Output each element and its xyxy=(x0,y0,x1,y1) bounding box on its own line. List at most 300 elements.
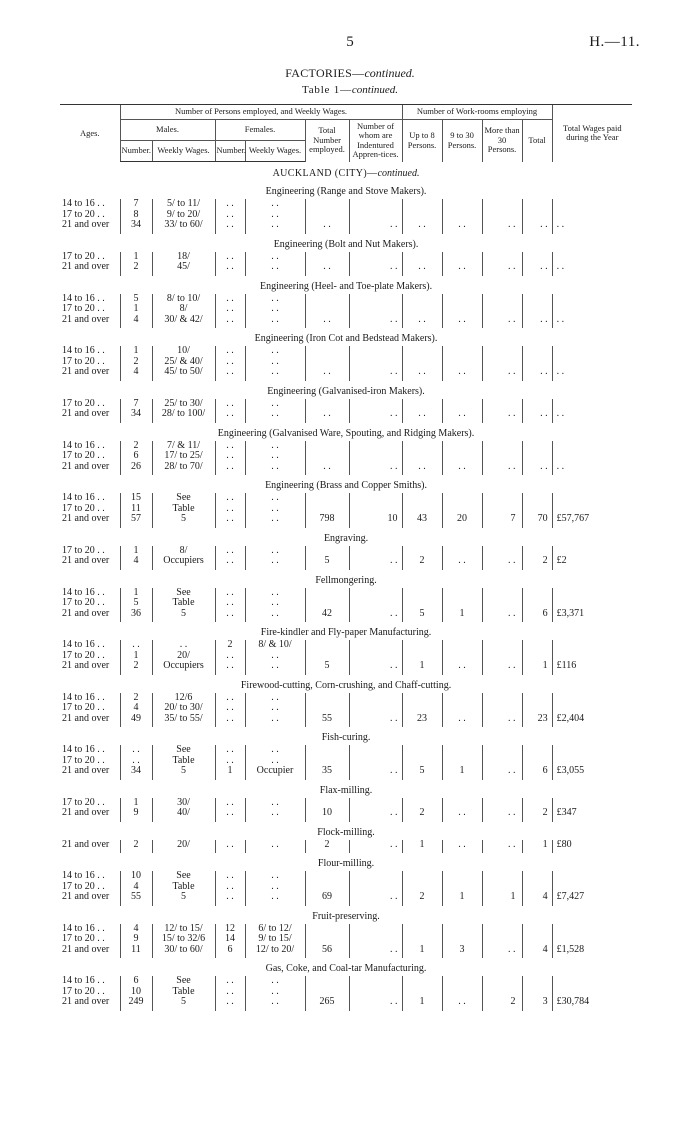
workrooms-total: 23 xyxy=(522,714,552,728)
males-wages: 35/ to 55/ xyxy=(152,714,215,728)
males-number: 1 xyxy=(120,304,152,315)
workrooms-up-to-8: . . xyxy=(402,220,442,234)
row-age: 14 to 16 . . xyxy=(60,640,120,651)
males-number: 249 xyxy=(120,997,152,1011)
females-number: . . xyxy=(215,546,245,557)
workrooms-more-than-30 xyxy=(482,399,522,410)
females-number: . . xyxy=(215,661,245,675)
males-wages: Occupiers xyxy=(152,556,215,570)
males-number: 2 xyxy=(120,661,152,675)
section-heading-row xyxy=(60,906,632,924)
females-wages: . . xyxy=(245,661,305,675)
workrooms-9-to-30 xyxy=(442,199,482,210)
workrooms-up-to-8: 1 xyxy=(402,997,442,1011)
total-wages xyxy=(552,294,632,305)
males-wages: See xyxy=(152,493,215,504)
header-males: Males. xyxy=(120,119,215,140)
workrooms-more-than-30: 7 xyxy=(482,514,522,528)
workrooms-more-than-30 xyxy=(482,934,522,945)
males-number: 1 xyxy=(120,346,152,357)
males-number: 36 xyxy=(120,609,152,623)
section-heading-row xyxy=(60,958,632,976)
total-wages xyxy=(552,924,632,935)
total-wages: £57,767 xyxy=(556,513,590,524)
workrooms-up-to-8 xyxy=(402,871,442,882)
workrooms-up-to-8 xyxy=(402,451,442,462)
header-apprentices: Number of whom are Indentured Appren-tices. xyxy=(349,119,402,162)
workrooms-up-to-8: 2 xyxy=(402,808,442,822)
females-wages: . . xyxy=(245,451,305,462)
males-number: 4 xyxy=(120,315,152,329)
workrooms-9-to-30: . . xyxy=(442,315,482,329)
total-employed: . . xyxy=(305,220,349,234)
males-number: 5 xyxy=(120,294,152,305)
apprentices-count xyxy=(349,924,402,935)
total-wages: £116 xyxy=(556,660,577,671)
workrooms-total: 2 xyxy=(522,556,552,570)
workrooms-up-to-8: . . xyxy=(402,315,442,329)
workrooms-9-to-30 xyxy=(442,346,482,357)
females-number: . . xyxy=(215,556,245,570)
total-employed: 798 xyxy=(305,514,349,528)
title-main: FACTORIES— xyxy=(285,66,365,80)
table-row xyxy=(60,892,632,906)
total-employed xyxy=(305,493,349,504)
males-wages: 28/ to 100/ xyxy=(152,409,215,423)
total-wages xyxy=(552,976,632,987)
row-age: 17 to 20 . . xyxy=(60,598,120,609)
table-row xyxy=(60,766,632,780)
workrooms-more-than-30 xyxy=(482,745,522,756)
females-wages: . . xyxy=(245,346,305,357)
total-wages xyxy=(552,493,632,504)
females-wages: . . xyxy=(245,609,305,623)
males-wages: 8/ to 10/ xyxy=(152,294,215,305)
total-wages xyxy=(552,451,632,462)
apprentices-count: . . xyxy=(349,766,402,780)
males-number: 4 xyxy=(120,882,152,893)
total-employed: 5 xyxy=(305,661,349,675)
apprentices-count: . . xyxy=(349,409,402,423)
table-row xyxy=(60,199,632,210)
apprentices-count xyxy=(349,304,402,315)
females-wages: . . xyxy=(245,808,305,822)
females-wages: . . xyxy=(245,220,305,234)
table-row xyxy=(60,346,632,357)
row-age: 14 to 16 . . xyxy=(60,976,120,987)
females-number: . . xyxy=(215,609,245,623)
females-number: . . xyxy=(215,514,245,528)
males-number: 2 xyxy=(120,840,152,854)
workrooms-more-than-30: . . xyxy=(482,409,522,423)
workrooms-total xyxy=(522,871,552,882)
males-number: 34 xyxy=(120,409,152,423)
header-males-wages: Weekly Wages. xyxy=(152,140,215,161)
apprentices-count: . . xyxy=(349,556,402,570)
table-row xyxy=(60,367,632,381)
apprentices-count: . . xyxy=(349,892,402,906)
section-heading: Engineering (Bolt and Nut Makers). xyxy=(273,238,419,250)
workrooms-9-to-30 xyxy=(442,304,482,315)
apprentices-count xyxy=(349,703,402,714)
section-heading: Engineering (Range and Stove Makers). xyxy=(265,186,427,197)
row-age: 21 and over xyxy=(60,409,120,423)
workrooms-9-to-30 xyxy=(442,871,482,882)
workrooms-up-to-8: 5 xyxy=(402,766,442,780)
males-number: 10 xyxy=(120,871,152,882)
row-age: 21 and over xyxy=(60,462,120,476)
workrooms-more-than-30 xyxy=(482,304,522,315)
females-wages: . . xyxy=(245,588,305,599)
header-total-wages: Total Wages paid during the Year xyxy=(552,105,632,162)
total-wages: £2,404 xyxy=(556,712,585,724)
section-heading: Fellmongering. xyxy=(315,574,377,586)
total-employed: . . xyxy=(305,315,349,329)
total-employed xyxy=(305,703,349,714)
workrooms-up-to-8 xyxy=(402,924,442,935)
males-wages: 8/ xyxy=(152,304,215,315)
workrooms-up-to-8: 1 xyxy=(402,945,442,959)
workrooms-more-than-30: . . xyxy=(482,462,522,476)
subtitle-main: Table 1— xyxy=(301,84,352,96)
row-age: 21 and over xyxy=(60,766,120,780)
row-age: 21 and over xyxy=(60,945,120,959)
section-heading-row xyxy=(60,475,632,493)
section-heading: Flour-milling. xyxy=(317,858,375,869)
females-wages: . . xyxy=(245,892,305,906)
apprentices-count: . . xyxy=(349,367,402,381)
apprentices-count: . . xyxy=(349,840,402,854)
females-number: . . xyxy=(215,693,245,704)
males-number: 26 xyxy=(120,462,152,476)
males-wages: See xyxy=(152,976,215,987)
apprentices-count xyxy=(349,441,402,452)
females-wages: . . xyxy=(245,871,305,882)
workrooms-9-to-30: . . xyxy=(442,808,482,822)
total-wages: £80 xyxy=(556,838,572,850)
section-heading: Flax-milling. xyxy=(319,784,373,796)
apprentices-count: . . xyxy=(349,262,402,276)
males-wages: 20/ xyxy=(152,840,215,854)
females-wages: 6/ to 12/ xyxy=(245,924,305,935)
table-row xyxy=(60,514,632,528)
total-wages xyxy=(552,693,632,704)
males-wages: 20/ to 30/ xyxy=(152,703,215,714)
total-employed xyxy=(305,598,349,609)
males-wages: 30/ to 60/ xyxy=(152,945,215,959)
workrooms-up-to-8 xyxy=(402,934,442,945)
section-heading-row xyxy=(60,780,632,798)
section-heading: Engineering (Galvanised-iron Makers). xyxy=(267,385,425,397)
total-wages: £1,528 xyxy=(556,943,585,955)
row-age: 17 to 20 . . xyxy=(60,798,120,809)
total-employed: 55 xyxy=(305,714,349,728)
total-wages: . . xyxy=(556,313,565,325)
section-heading-row xyxy=(60,675,632,693)
workrooms-total: 6 xyxy=(522,609,552,623)
apprentices-count: . . xyxy=(349,661,402,675)
workrooms-more-than-30: . . xyxy=(482,945,522,959)
workrooms-9-to-30: . . xyxy=(442,409,482,423)
workrooms-more-than-30 xyxy=(482,651,522,662)
total-wages xyxy=(552,399,632,410)
females-number: . . xyxy=(215,840,245,854)
workrooms-up-to-8: 2 xyxy=(402,892,442,906)
apprentices-count xyxy=(349,588,402,599)
workrooms-more-than-30: . . xyxy=(482,808,522,822)
workrooms-more-than-30 xyxy=(482,871,522,882)
table-row xyxy=(60,745,632,756)
males-wages: 45/ xyxy=(152,262,215,276)
table-row xyxy=(60,871,632,882)
section-heading-row xyxy=(60,570,632,588)
row-age: 17 to 20 . . xyxy=(60,703,120,714)
workrooms-more-than-30: . . xyxy=(482,315,522,329)
workrooms-more-than-30: . . xyxy=(482,556,522,570)
city-italic: continued. xyxy=(377,168,420,179)
workrooms-total xyxy=(522,745,552,756)
page-number: 5 xyxy=(346,34,354,50)
apprentices-count xyxy=(349,493,402,504)
workrooms-more-than-30 xyxy=(482,693,522,704)
males-number: 4 xyxy=(120,924,152,935)
apprentices-count: . . xyxy=(349,315,402,329)
females-wages: . . xyxy=(245,504,305,515)
row-age: 21 and over xyxy=(60,714,120,728)
workrooms-up-to-8: 1 xyxy=(402,840,442,854)
males-number: 57 xyxy=(120,514,152,528)
table-row xyxy=(60,598,632,609)
row-age: 21 and over xyxy=(60,367,120,381)
males-wages: 9/ to 20/ xyxy=(152,210,215,221)
workrooms-more-than-30 xyxy=(482,252,522,263)
workrooms-up-to-8 xyxy=(402,294,442,305)
males-number: 2 xyxy=(120,262,152,276)
workrooms-more-than-30 xyxy=(482,451,522,462)
males-number: 1 xyxy=(120,651,152,662)
total-employed xyxy=(305,693,349,704)
workrooms-total: 1 xyxy=(522,840,552,854)
males-wages: 5 xyxy=(152,892,215,906)
row-age: 17 to 20 . . xyxy=(60,210,120,221)
table-row xyxy=(60,640,632,651)
females-number: . . xyxy=(215,220,245,234)
total-wages: £30,784 xyxy=(556,996,590,1007)
males-wages: See xyxy=(152,871,215,882)
males-number: 34 xyxy=(120,220,152,234)
females-wages: . . xyxy=(245,252,305,263)
females-wages: . . xyxy=(245,441,305,452)
table-row xyxy=(60,315,632,329)
workrooms-up-to-8 xyxy=(402,693,442,704)
males-wages: Table xyxy=(152,598,215,609)
workrooms-total xyxy=(522,588,552,599)
females-wages: . . xyxy=(245,357,305,368)
females-wages: . . xyxy=(245,976,305,987)
total-employed: 42 xyxy=(305,609,349,623)
row-age: 17 to 20 . . xyxy=(60,399,120,410)
males-number: 8 xyxy=(120,210,152,221)
workrooms-more-than-30 xyxy=(482,924,522,935)
row-age: 17 to 20 . . xyxy=(60,357,120,368)
section-heading-row xyxy=(60,622,632,640)
males-wages: 30/ & 42/ xyxy=(152,315,215,329)
males-wages: 40/ xyxy=(152,808,215,822)
males-number: . . xyxy=(120,745,152,756)
females-number: 2 xyxy=(215,640,245,651)
row-age: 14 to 16 . . xyxy=(60,693,120,704)
workrooms-up-to-8 xyxy=(402,588,442,599)
males-number: 11 xyxy=(120,945,152,959)
workrooms-up-to-8 xyxy=(402,441,442,452)
section-heading: Engineering (Iron Cot and Bedstead Makers). xyxy=(254,333,438,344)
apprentices-count: . . xyxy=(349,997,402,1011)
females-number: . . xyxy=(215,882,245,893)
total-employed: 56 xyxy=(305,945,349,959)
females-wages: 9/ to 15/ xyxy=(245,934,305,945)
males-wages: 25/ to 30/ xyxy=(152,399,215,410)
females-number: . . xyxy=(215,252,245,263)
females-number: . . xyxy=(215,808,245,822)
workrooms-up-to-8: 5 xyxy=(402,609,442,623)
females-number: . . xyxy=(215,892,245,906)
workrooms-more-than-30 xyxy=(482,346,522,357)
apprentices-count: . . xyxy=(349,220,402,234)
workrooms-up-to-8 xyxy=(402,745,442,756)
apprentices-count xyxy=(349,598,402,609)
total-wages xyxy=(552,598,632,609)
table-row xyxy=(60,462,632,476)
workrooms-more-than-30: 1 xyxy=(482,892,522,906)
section-heading-row xyxy=(60,423,632,441)
females-number: . . xyxy=(215,409,245,423)
workrooms-total: 2 xyxy=(522,808,552,822)
workrooms-up-to-8 xyxy=(402,493,442,504)
females-number: . . xyxy=(215,462,245,476)
section-heading-row xyxy=(60,528,632,546)
workrooms-total: 4 xyxy=(522,945,552,959)
workrooms-9-to-30 xyxy=(442,441,482,452)
workrooms-9-to-30 xyxy=(442,493,482,504)
subtitle-italic: continued. xyxy=(351,84,399,96)
males-wages: Table xyxy=(152,504,215,515)
table-row xyxy=(60,934,632,945)
total-employed xyxy=(305,640,349,651)
males-wages: 30/ xyxy=(152,798,215,809)
apprentices-count xyxy=(349,871,402,882)
females-wages: . . xyxy=(245,462,305,476)
workrooms-up-to-8: 43 xyxy=(402,514,442,528)
females-wages: 12/ to 20/ xyxy=(245,945,305,959)
document-title xyxy=(0,66,700,81)
females-wages: . . xyxy=(245,693,305,704)
row-age: 14 to 16 . . xyxy=(60,294,120,305)
workrooms-up-to-8 xyxy=(402,976,442,987)
total-wages xyxy=(552,199,632,210)
workrooms-9-to-30: 1 xyxy=(442,766,482,780)
apprentices-count xyxy=(349,294,402,305)
workrooms-more-than-30 xyxy=(482,756,522,767)
workrooms-total xyxy=(522,304,552,315)
females-number: . . xyxy=(215,588,245,599)
row-age: 17 to 20 . . xyxy=(60,987,120,998)
males-wages: Table xyxy=(152,882,215,893)
males-wages: 15/ to 32/6 xyxy=(152,934,215,945)
total-employed xyxy=(305,294,349,305)
row-age: 14 to 16 . . xyxy=(60,745,120,756)
total-wages: £2 xyxy=(556,555,567,566)
males-number: 1 xyxy=(120,798,152,809)
table-row xyxy=(60,262,632,276)
table-row xyxy=(60,714,632,728)
total-employed: 10 xyxy=(305,808,349,822)
females-wages: . . xyxy=(245,714,305,728)
total-employed: . . xyxy=(305,462,349,476)
females-wages: . . xyxy=(245,409,305,423)
males-number: 11 xyxy=(120,504,152,515)
workrooms-total: 4 xyxy=(522,892,552,906)
females-wages: . . xyxy=(245,756,305,767)
males-wages: 20/ xyxy=(152,651,215,662)
row-age: 17 to 20 . . xyxy=(60,651,120,662)
females-number: . . xyxy=(215,703,245,714)
total-employed xyxy=(305,934,349,945)
row-age: 14 to 16 . . xyxy=(60,924,120,935)
workrooms-total xyxy=(522,693,552,704)
workrooms-more-than-30 xyxy=(482,294,522,305)
males-number: 6 xyxy=(120,976,152,987)
workrooms-more-than-30: . . xyxy=(482,609,522,623)
section-heading: Flock-milling. xyxy=(317,826,375,838)
workrooms-up-to-8: . . xyxy=(402,409,442,423)
section-heading: Fruit-preserving. xyxy=(312,910,380,922)
total-wages xyxy=(552,252,632,263)
females-number: . . xyxy=(215,441,245,452)
table-row xyxy=(60,451,632,462)
section-heading: Fish-curing. xyxy=(321,732,371,743)
workrooms-up-to-8 xyxy=(402,199,442,210)
header-9-to-30: 9 to 30 Persons. xyxy=(442,119,482,162)
workrooms-9-to-30: . . xyxy=(442,220,482,234)
city-heading xyxy=(60,162,632,182)
workrooms-total: . . xyxy=(522,367,552,381)
workrooms-total xyxy=(522,976,552,987)
workrooms-total xyxy=(522,346,552,357)
total-employed xyxy=(305,346,349,357)
header-workrooms-group: Number of Work-rooms employing xyxy=(402,105,552,120)
females-number: . . xyxy=(215,357,245,368)
females-number: . . xyxy=(215,315,245,329)
total-employed xyxy=(305,588,349,599)
total-wages: £7,427 xyxy=(556,891,585,902)
males-wages: 5 xyxy=(152,514,215,528)
section-heading-row xyxy=(60,276,632,294)
females-wages: . . xyxy=(245,304,305,315)
females-wages: . . xyxy=(245,514,305,528)
females-wages: . . xyxy=(245,210,305,221)
workrooms-more-than-30 xyxy=(482,598,522,609)
females-wages: . . xyxy=(245,997,305,1011)
workrooms-total xyxy=(522,598,552,609)
page-reference: H.—11. xyxy=(589,34,640,50)
factories-table xyxy=(60,104,632,1011)
total-wages xyxy=(552,441,632,452)
header-up-to-8: Up to 8 Persons. xyxy=(402,119,442,162)
workrooms-more-than-30 xyxy=(482,504,522,515)
row-age: 21 and over xyxy=(60,840,120,854)
workrooms-more-than-30 xyxy=(482,703,522,714)
females-wages: 8/ & 10/ xyxy=(245,640,305,651)
